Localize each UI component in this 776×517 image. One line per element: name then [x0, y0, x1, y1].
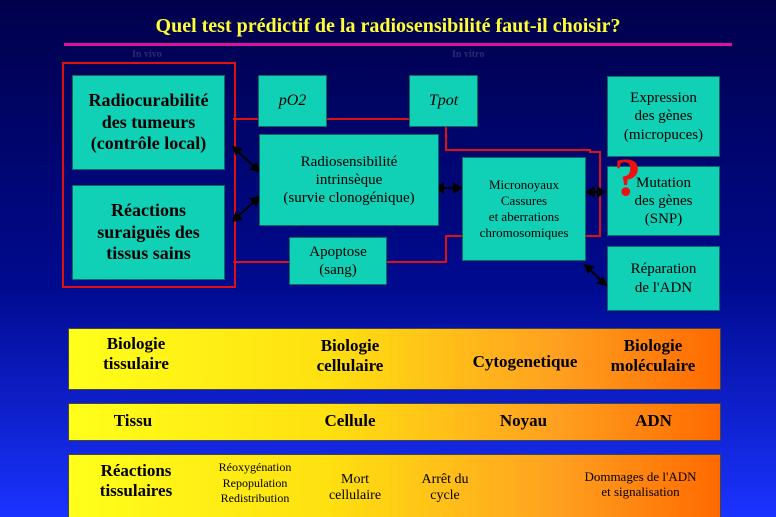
box-apoptose: Apoptose (sang) — [289, 237, 387, 285]
in-vivo-label: In vivo — [132, 49, 162, 60]
label-biologie-cellulaire: Biologie cellulaire — [316, 336, 384, 375]
box-radiosensibilite: Radiosensibilité intrinsèque (survie clonogénique) — [259, 134, 439, 226]
arrow-radiocurabilite — [236, 150, 256, 168]
box-expression-genes: Expression des gènes (micropuces) — [607, 76, 720, 157]
label-mort-cellulaire: Mort cellulaire — [328, 472, 382, 504]
box-reparation-adn: Réparation de l'ADN — [607, 246, 720, 311]
label-adn: ADN — [635, 411, 672, 430]
box-micronoyaux: Micronoyaux Cassures et aberrations chromosomiques — [462, 157, 586, 261]
label-tissu: Tissu — [113, 411, 153, 430]
box-po2: pO2 — [258, 75, 327, 127]
box-tpot: Tpot — [409, 75, 478, 127]
page-title: Quel test prédictif de la radiosensibilité faut-il choisir? — [155, 15, 621, 37]
label-dommages-adn: Dommages de l'ADN et signalisation — [584, 469, 697, 499]
label-cytogenetique: Cytogenetique — [472, 352, 578, 371]
in-vitro-label: In vitro — [452, 49, 485, 60]
box-mutation-genes: Mutation des gènes (SNP) — [607, 166, 720, 236]
label-biologie-tissulaire: Biologie tissulaire — [103, 334, 169, 373]
label-reoxygenation: Réoxygénation Repopulation Redistribution — [218, 460, 292, 506]
box-radiocurabilite: Radiocurabilité des tumeurs (contrôle local) — [72, 75, 225, 170]
label-biologie-moleculaire: Biologie moléculaire — [610, 336, 696, 375]
label-arret-cycle: Arrêt du cycle — [421, 472, 469, 504]
label-reactions-tissulaires: Réactions tissulaires — [99, 461, 173, 500]
question-mark: ? — [614, 147, 641, 207]
label-noyau: Noyau — [499, 411, 548, 430]
label-cellule: Cellule — [324, 411, 376, 430]
box-reactions-suraigues: Réactions suraiguës des tissus sains — [72, 185, 225, 280]
